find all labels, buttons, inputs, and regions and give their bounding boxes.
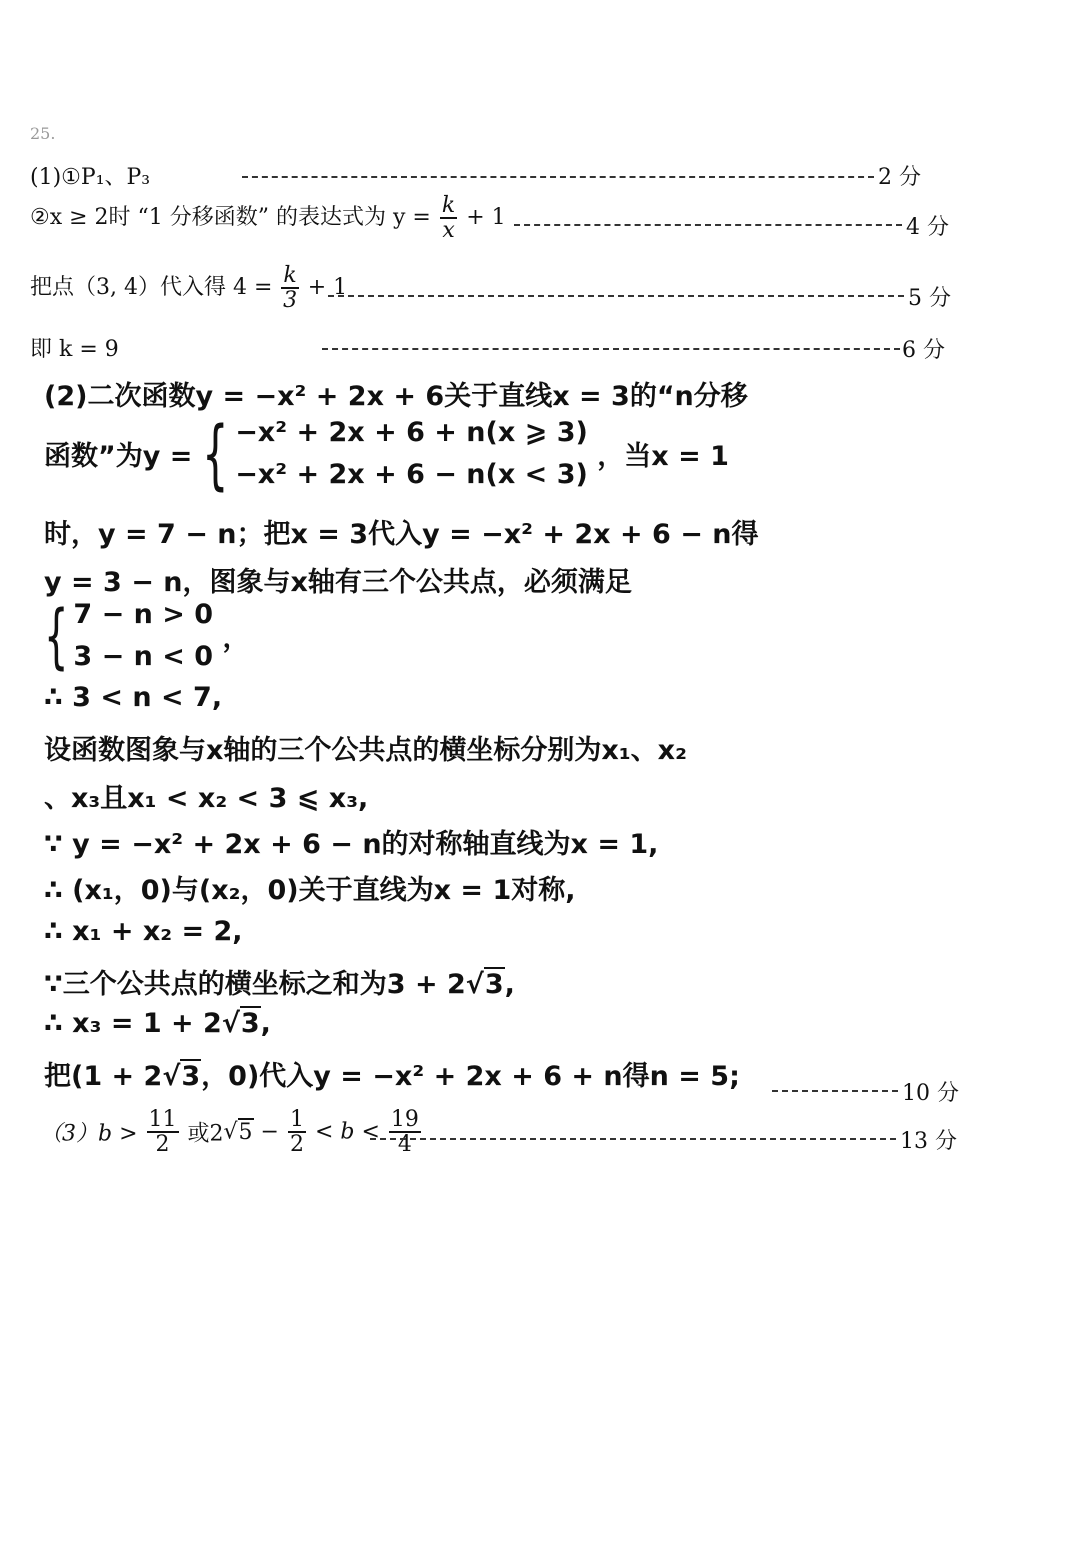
part3-inequality: < b <	[314, 1119, 380, 1145]
score-label: 5 分	[908, 286, 951, 311]
leader-dashes	[514, 224, 902, 226]
fraction-denominator: 2	[155, 1132, 170, 1158]
sqrt-sign: √	[162, 1061, 181, 1092]
part2-line11	[44, 962, 515, 1001]
part2-piecewise	[44, 408, 729, 504]
system-cases	[73, 594, 213, 678]
piecewise-cases	[235, 412, 588, 496]
fraction-numerator: 1	[289, 1107, 304, 1132]
part3-minus: −	[260, 1119, 279, 1145]
leader-dashes	[370, 1138, 896, 1140]
left-brace: {	[44, 594, 69, 677]
part2-line9: ∴ (x₁，0)与(x₂，0)关于直线为x = 1对称,	[44, 875, 576, 906]
line12-tail: ,	[260, 1008, 271, 1039]
fraction-k-over-3	[281, 264, 298, 312]
part2-line1: (2)二次函数y = −x² + 2x + 6关于直线x = 3的“n分移	[44, 381, 748, 412]
line12-text: ∴ x₃ = 1 + 2	[44, 1008, 222, 1039]
fraction-numerator: 11	[148, 1107, 177, 1132]
fraction-11-over-2	[147, 1108, 179, 1156]
piecewise-suffix: ，当x = 1	[597, 441, 729, 473]
score-label: 13 分	[900, 1129, 957, 1154]
score-label: 4 分	[906, 215, 949, 240]
fraction-numerator: 19	[390, 1107, 419, 1132]
line2-text: ②x ≥ 2时 “1 分移函数” 的表达式为 y =	[30, 205, 431, 231]
sqrt-sign: √	[465, 969, 484, 1000]
part2-line4: y = 3 − n，图象与x轴有三个公共点，必须满足	[44, 567, 632, 598]
part3-answer	[40, 1108, 423, 1156]
part2-line3: 时，y = 7 − n；把x = 3代入y = −x² + 2x + 6 − n得	[44, 519, 759, 550]
radicand: 3	[240, 1008, 260, 1039]
part2-line5: ∴ 3 < n < 7,	[44, 682, 223, 713]
fraction-denominator: 4	[397, 1132, 412, 1158]
part3-or: 或2	[187, 1121, 224, 1147]
radicand: 5	[238, 1119, 253, 1145]
fraction-denominator: 2	[289, 1132, 304, 1158]
line3-text: 把点（3, 4）代入得 4 =	[30, 275, 273, 301]
part1-line1: (1)①P₁、P₃	[30, 165, 151, 190]
fraction-19-over-4	[389, 1108, 421, 1156]
part2-line12	[44, 1008, 271, 1039]
fraction-denominator: 3	[283, 288, 298, 314]
part3-prefix: （3）b >	[40, 1121, 138, 1147]
radicand: 3	[484, 969, 504, 1000]
case-2: −x² + 2x + 6 − n(x < 3)	[235, 458, 588, 490]
leader-dashes	[772, 1090, 898, 1092]
fraction-numerator: k	[441, 193, 456, 218]
fraction-k-over-x	[440, 194, 457, 242]
piecewise-prefix: 函数”为y =	[44, 441, 193, 473]
leader-dashes	[242, 176, 874, 178]
leader-dashes	[328, 295, 904, 297]
line13-text: 把(1 + 2	[44, 1061, 163, 1092]
line13-tail: ，0)代入y = −x² + 2x + 6 + n得n = 5;	[201, 1061, 740, 1092]
system-2: 3 − n < 0	[73, 640, 214, 672]
part1-line3	[30, 264, 347, 312]
system-1: 7 − n > 0	[73, 599, 214, 630]
sqrt-sign: √	[221, 1008, 240, 1039]
score-label: 2 分	[878, 165, 921, 190]
part2-line10: ∴ x₁ + x₂ = 2,	[44, 916, 243, 947]
score-label: 10 分	[902, 1081, 959, 1106]
fraction-1-over-2	[288, 1108, 306, 1156]
leader-dashes	[322, 348, 900, 350]
fraction-denominator: x	[442, 218, 455, 244]
fraction-numerator: k	[283, 263, 297, 288]
part2-line6: 设函数图象与x轴的三个公共点的横坐标分别为x₁、x₂	[44, 735, 687, 766]
case-1: −x² + 2x + 6 + n(x ⩾ 3)	[235, 417, 588, 448]
part1-line2	[30, 194, 506, 242]
part2-line8: ∵ y = −x² + 2x + 6 − n的对称轴直线为x = 1,	[44, 829, 659, 860]
line11-text: ∵三个公共点的横坐标之和为3 + 2	[44, 969, 466, 1000]
part1-line4: 即 k = 9	[30, 337, 119, 362]
score-label: 6 分	[902, 338, 945, 363]
sqrt-sign: √	[223, 1119, 238, 1145]
part2-line7: 、x₃且x₁ < x₂ < 3 ⩽ x₃,	[44, 783, 369, 814]
line11-tail: ,	[504, 969, 515, 1000]
question-number: 25.	[30, 124, 56, 143]
part2-line13	[44, 1054, 740, 1093]
system-suffix: ，	[222, 623, 250, 655]
inequality-system	[44, 594, 249, 678]
radicand: 3	[181, 1061, 201, 1092]
line3-tail: + 1	[307, 275, 348, 301]
left-brace: {	[201, 408, 229, 498]
line2-tail: + 1	[466, 205, 506, 231]
